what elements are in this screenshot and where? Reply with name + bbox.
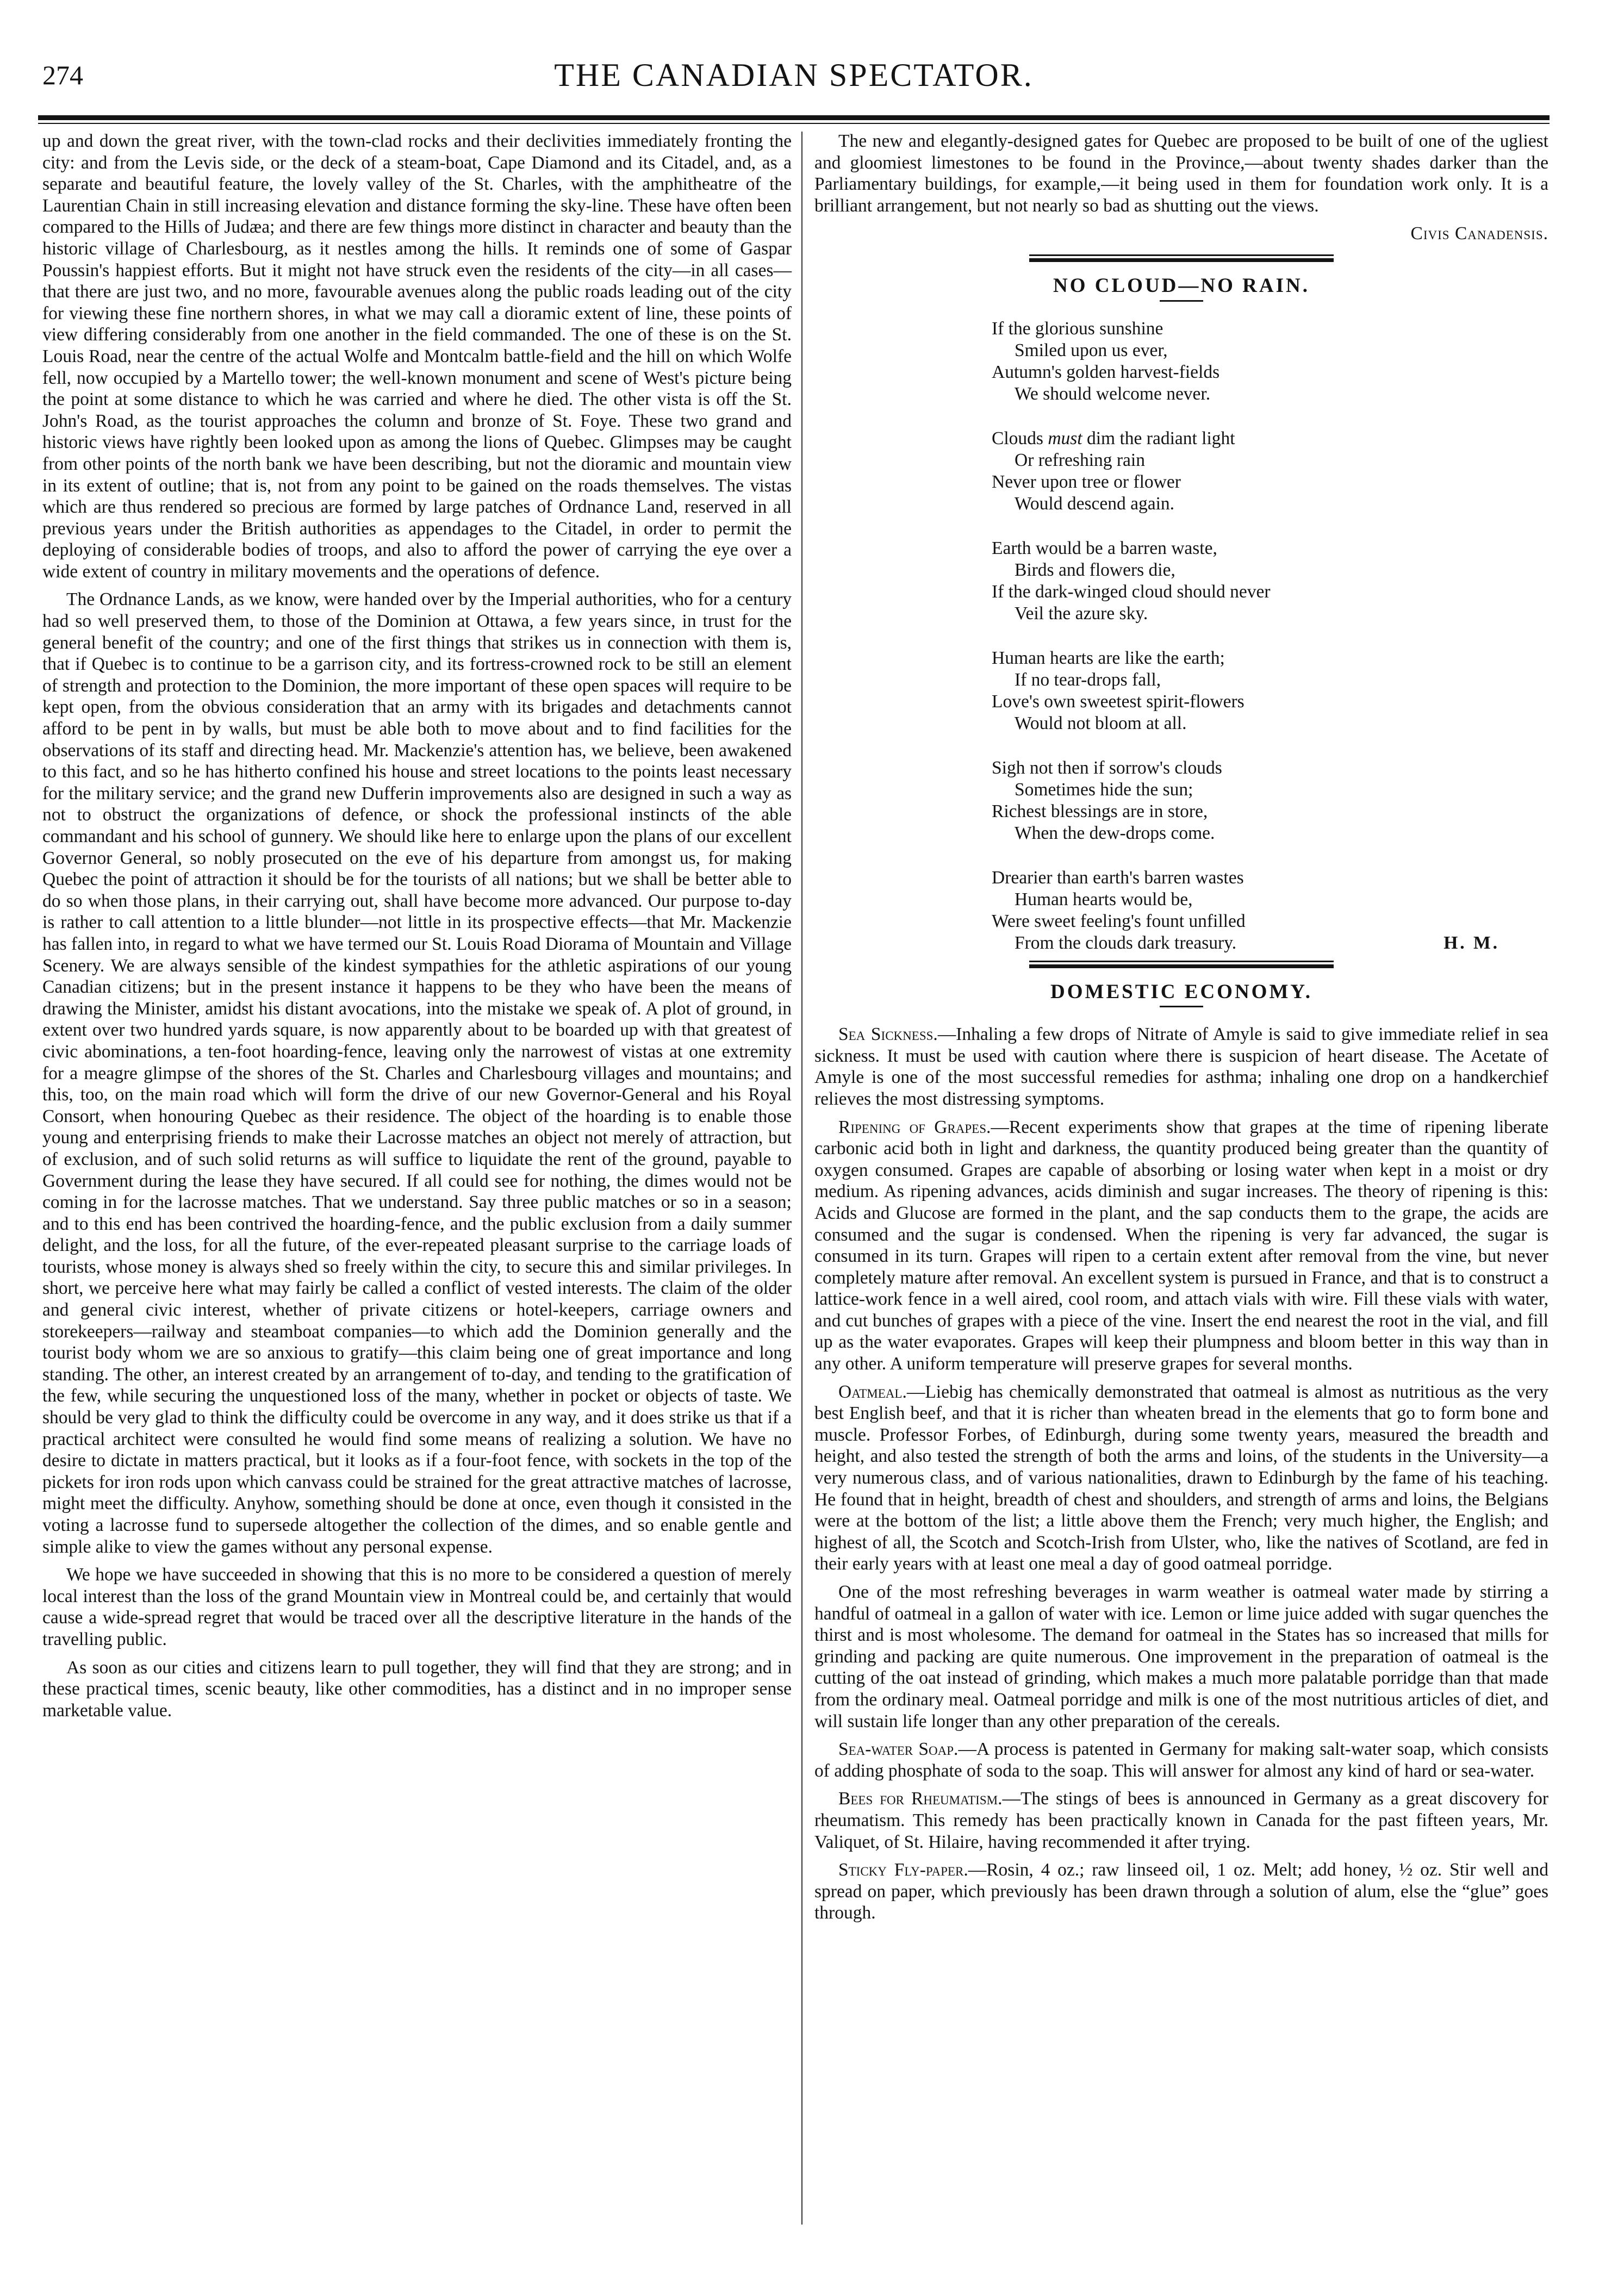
poem-line: If the dark-winged cloud should never xyxy=(992,581,1271,602)
poem-line: Would descend again. xyxy=(1015,493,1175,514)
recipe-item xyxy=(814,1024,1548,1110)
poem-last-line xyxy=(992,932,1548,954)
poem-line: Love's own sweetest spirit-flowers xyxy=(992,691,1245,712)
header-rule-thin xyxy=(38,123,1550,124)
recipe-item xyxy=(814,1381,1548,1575)
section-rule xyxy=(1029,961,1334,968)
poem-line: Human hearts are like the earth; xyxy=(992,647,1225,668)
recipe-text: —Rosin, 4 oz.; raw linseed oil, 1 oz. Melt; add honey, ½ oz. Stir well and spread on paper, which previously has been drawn through a solution of alum, else the “glue” goes through. xyxy=(814,1860,1549,1923)
poem-line: Sigh not then if sorrow's clouds xyxy=(992,757,1222,778)
left-column xyxy=(42,130,792,1728)
recipe-heading: Ripening of Grapes. xyxy=(838,1117,991,1137)
poem-line: Sometimes hide the sun; xyxy=(1015,779,1193,800)
recipe-text: One of the most refreshing beverages in warm weather is oatmeal water made by stirring a handful of oatmeal in a gallon of water with ice. Lemon or lime juice added with sugar quenches the thirst and is most wholesome. The demand for oatmeal in the States has so increased that mills for grinding and packing are quite numerous. One improvement in the preparation of oatmeal is the cutting of the oat instead of grinding, which makes a much more palatable porridge than that made from the ordinary meal. Oatmeal porridge and milk is one of the most nutritious articles of diet, and will sustain life longer than any other preparation of the cereals. xyxy=(814,1582,1548,1731)
poem-stanza xyxy=(992,428,1548,515)
recipe-heading: Sea Sickness. xyxy=(838,1024,938,1045)
poem-stanza xyxy=(992,647,1548,734)
poem-line: Were sweet feeling's fount unfilled xyxy=(992,911,1246,931)
recipe-item xyxy=(814,1117,1548,1375)
poem-line-text: From the clouds dark treasury. xyxy=(1015,932,1237,953)
recipe-text: —Recent experiments show that grapes at the time of ripening liberate carbonic acid both in light and darkness, the quantity produced being greater than the quantity of oxygen consumed. Grapes are capable of absorbing or losing water when kept in a moist or dry medium. As ripening advances, acids diminish and sugar increases. The theory of ripening is this: Acids and Glucose are formed in the plant, and the sap conducts them to the grape, the acids are consumed and the sugar is condensed. When the ripening is very far advanced, the sugar is consumed in its turn. Grapes will ripen to a certain extent after removal from the vine, but never completely mature after removal. An excellent system is pursued in France, and that is to construct a lattice-work fence in a well aired, cool room, and attach vials with wire. Fill these vials with water, and cut bunches of grapes with a piece of the vine. Insert the end nearest the root in the vial, and fill up as the water evaporates. Grapes will keep their plumpness and bloom better in this way than in any other. A uniform temperature will preserve grapes for several months. xyxy=(814,1117,1549,1374)
author-signature: Civis Canadensis. xyxy=(1410,223,1548,244)
article-paragraph: We hope we have succeeded in showing that this is no more to be considered a question of merely local interest than the loss of the grand Mountain view in Montreal could be, and certainly that would cause a wide-spread regret that would be traced over all the descriptive literature in the hands of the travelling public. xyxy=(42,1565,792,1649)
recipe-text: —Inhaling a few drops of Nitrate of Amyle is said to give immediate relief in sea sickness. It must be used with caution where there is suspicion of heart disease. The Acetate of Amyle is one of the most successful remedies for asthma; inhaling one drop on a handkerchief relieves the most distressing symptoms. xyxy=(814,1024,1548,1109)
page-number: 274 xyxy=(42,60,83,90)
poem-line: When the dew-drops come. xyxy=(1015,823,1215,843)
poem-line: Autumn's golden harvest-fields xyxy=(992,362,1220,382)
poem-line: Or refreshing rain xyxy=(1015,450,1145,470)
page-header xyxy=(38,59,1550,113)
poem-stanza xyxy=(992,867,1548,954)
header-rule-thick xyxy=(38,115,1550,120)
right-column xyxy=(814,130,1548,1930)
poem-line: If no tear-drops fall, xyxy=(1015,669,1161,690)
poem-line: Never upon tree or flower xyxy=(992,471,1181,492)
recipe-item xyxy=(814,1859,1548,1924)
title-rule xyxy=(1160,1006,1203,1007)
poem-title: NO CLOUD—NO RAIN. xyxy=(1053,274,1310,297)
newspaper-page xyxy=(38,38,1550,2262)
poem-stanza xyxy=(992,318,1548,405)
recipe-heading: Sticky Fly-paper. xyxy=(838,1860,968,1880)
recipe-text: —A process is patented in Germany for making salt-water soap, which consists of adding phosphate of soda to the soap. This will answer for almost any kind of hard or sea-water. xyxy=(814,1739,1549,1781)
poem-line: If the glorious sunshine xyxy=(992,318,1163,339)
section-rule xyxy=(1029,254,1334,262)
poem-stanza xyxy=(992,757,1548,844)
poem-emphasis: must xyxy=(1048,428,1082,448)
poem-line: Human hearts would be, xyxy=(1015,889,1193,909)
article-paragraph: As soon as our cities and citizens learn to pull together, they will find that they are strong; and in these practical times, scenic beauty, like other commodities, has a distinct and in no improper sense marketable value. xyxy=(42,1657,792,1721)
poem-line: Veil the azure sky. xyxy=(1015,603,1148,624)
recipe-text: —Liebig has chemically demonstrated that oatmeal is almost as nutritious as the very best English beef, and that it is richer than wheaten bread in the elements that go to form bone and muscle. Professor Forbes, of Edinburgh, during some twenty years, measured the breadth and height, and also tested the strength of both the arms and loins, of the students in the University—a very numerous class, and of various nationalities, drawn to Edinburgh by the fame of his teaching. He found that in height, breadth of chest and shoulders, and strength of arms and loins, the Belgians were at the bottom of the list; a little above them the French; very much higher, the English; and highest of all, the Scotch and Scotch-Irish from Ulster, who, like the natives of Scotland, are fed in their early years with at least one meal a day of good oatmeal porridge. xyxy=(814,1381,1548,1574)
recipe-item xyxy=(814,1788,1548,1853)
poem-line: Smiled upon us ever, xyxy=(1015,340,1168,360)
poem-line: Drearier than earth's barren wastes xyxy=(992,867,1244,888)
article-paragraph: The Ordnance Lands, as we know, were handed over by the Imperial authorities, who for a century had so well preserved them, to those of the Dominion at Ottawa, a few years since, in trust for the general benefit of the country; and one of the first things that strikes us in connection with them is, that if Quebec is to continue to be a garrison city, and its fortress-crowned rock to be still an element of strength and protection to the Dominion, the more important of these open spaces will require to be kept open, from the obvious consideration that an army with its brigades and detachments cannot afford to be pent in by walls, but must be able both to move about and to find facilities for the observations of its staff and directing head. Mr. Mackenzie's attention has, we believe, been awakened to this fact, and so he has hitherto confined his house and street locations to the points least necessary for the military service; and the grand new Dufferin improvements also are designed in such a way as not to obstruct the organizations of defence, or shock the professional instincts of the able commandant and his school of gunnery. We should like here to enlarge upon the plans of our excellent Governor General, so nobly prosecuted on the eve of his departure from amongst us, for making Quebec the point of attraction it should be for the tourists of all nations; but we shall be better able to do so when those plans, in their carrying out, shall have become more advanced. Our purpose to-day is rather to call attention to a little blunder—not little in its prospective effects—that Mr. Mackenzie has fallen into, in regard to what we have termed our St. Louis Road Diorama of Mountain and Village Scenery. We are always sensible of the kindest sympathies for the athletic aspirations of our young Canadian citizens; but in the present instance it happens to be they who have been the means of drawing the Minister, amidst his distant avocations, into the mistake we speak of. A plot of ground, in extent over two hundred yards square, is now apparently about to be boarded up with that greatest of civic abominations, a ten-foot hoarding-fence, leaving only the narrowest of vistas at one extremity for a meagre glimpse of the shores of the St. Charles and Charlesbourg villages and mountains; and this, too, on the main road which will form the drive of our new Governor-General and his Royal Consort, when honouring Quebec as their residence. The object of the hoarding is to enable those young and enterprising friends to make their Lacrosse matches an object not merely of attraction, but of exclusion, and of such solid returns as will suffice to liquidate the rent of the ground, payable to Government during the lease they have secured. If all could see for nothing, the dimes would not be coming in for the lacrosse matches. That we understand. Say three public matches or so in a season; and to this end has been contrived the hoarding-fence, and the public exclusion from a daily summer delight, and the loss, for all the future, of the ever-repeated pleasant surprise to the carriage loads of tourists, whose money is always shed so freely within the city, to secure this and similar privileges. In short, we perceive here what may fairly be called a conflict of vested interests. The claim of the older and general civic interest, whether of private citizens or hotel-keepers, carriage owners and storekeepers—railway and steamboat companies—to which add the Dominion generally and the tourist body whom we are so anxious to gratify—this claim being one of great importance and long standing. The other, an interest created by an arrangement of to-day, and tending to the gratification of the few, while securing the unquestioned loss of the many, whether in pocket or objects of taste. We should be very glad to think the difficulty could be overcome in any way, and it does strike us that if a practical architect were consulted he would find some means of realizing a solution. We have no desire to dictate in matters practical, but it looks as if a four-foot fence, with sockets in the top of the pickets for iron rods upon which canvass could be strained for the great attractive matches of lacrosse, might meet the difficulty. Anyhow, something should be done at once, even though it consisted in the voting a lacrosse fund to supersede altogether the collection of the dimes, and so enable gentle and simple alike to view the games without any personal expense. xyxy=(42,589,792,1557)
recipe-heading: Oatmeal. xyxy=(838,1381,907,1402)
poem-line: We should welcome never. xyxy=(1015,383,1211,404)
poem-line: Would not bloom at all. xyxy=(1015,713,1187,733)
poem-line: Birds and flowers die, xyxy=(1015,559,1175,580)
poem-line-part: Clouds xyxy=(992,428,1048,448)
gates-paragraph: The new and elegantly-designed gates for Quebec are proposed to be built of one of the ugliest and gloomiest limestones to be found in the Province,—about twenty shades darker than the Parliamentary buildings, for example,—it being used in them for foundation work only. It is a brilliant arrangement, but not nearly so bad as shutting out the views. xyxy=(814,131,1548,216)
poem-line-part: dim the radiant light xyxy=(1082,428,1235,448)
poem-line: Richest blessings are in store, xyxy=(992,801,1208,821)
poem-line: Earth would be a barren waste, xyxy=(992,538,1217,558)
recipe-heading: Sea-water Soap. xyxy=(838,1739,959,1760)
title-rule xyxy=(1160,300,1203,302)
poem xyxy=(814,318,1548,954)
recipe-item xyxy=(814,1581,1548,1732)
poem-signature: H. M. xyxy=(1443,932,1499,953)
recipe-text: —The stings of bees is announced in Germany as a great discovery for rheumatism. This remedy has been practically known in Canada for the past fifteen years, Mr. Valiquet, of St. Hilaire, having recommended it after trying. xyxy=(814,1789,1548,1852)
section-title: DOMESTIC ECONOMY. xyxy=(1050,980,1312,1003)
recipe-item xyxy=(814,1739,1548,1781)
poem-stanza xyxy=(992,538,1548,625)
column-divider xyxy=(801,132,802,2225)
recipe-heading: Bees for Rheumatism. xyxy=(838,1789,1003,1809)
article-paragraph: up and down the great river, with the town-clad rocks and their declivities immediately fronting the city: and from the Levis side, or the deck of a steam-boat, Cape Diamond and its Citadel, and, as a separate and beautiful feature, the lovely valley of the St. Charles, with the amphitheatre of the Laurentian Chain in still increasing elevation and distance forming the sky-line. These have often been compared to the Hills of Judæa; and there are few things more distinct in character and beauty than the historic village of Charlesbourg, as it nestles among the hills. It reminds one of some of Gaspar Poussin's happiest efforts. But it might not have struck even the residents of the city—in all cases—that there are just two, and no more, favourable avenues along the public roads leading out of the city for viewing these fine northern shores, in what we may call a dioramic extent of line, these points of view differing considerably from one another in the field commanded. The one of these is on the St. Louis Road, near the centre of the actual Wolfe and Montcalm battle-field and the hill on which Wolfe fell, now occupied by a Martello tower; the well-known monument and scene of West's picture being the point at some distance to which he was carried and where he died. The other vista is off the St. John's Road, as the tourist approaches the column and bronze of St. Foye. These two grand and historic views have rightly been looked upon as among the lions of Quebec. Glimpses may be caught from other points of the north bank we have been describing, but not the dioramic and mountain view in its extent of outline; that is, not from any point to be gained on the roads themselves. The vistas which are thus rendered so precious are formed by large patches of Ordnance Land, reserved in all previous years under the British authorities as appendages to the Citadel, in order to permit the deploying of considerable bodies of troops, and also to afford the power of carrying the eye over a wide extent of country in military movements and the operations of defence. xyxy=(42,131,792,582)
poem-line xyxy=(992,428,1548,450)
journal-title: THE CANADIAN SPECTATOR. xyxy=(554,57,1034,93)
